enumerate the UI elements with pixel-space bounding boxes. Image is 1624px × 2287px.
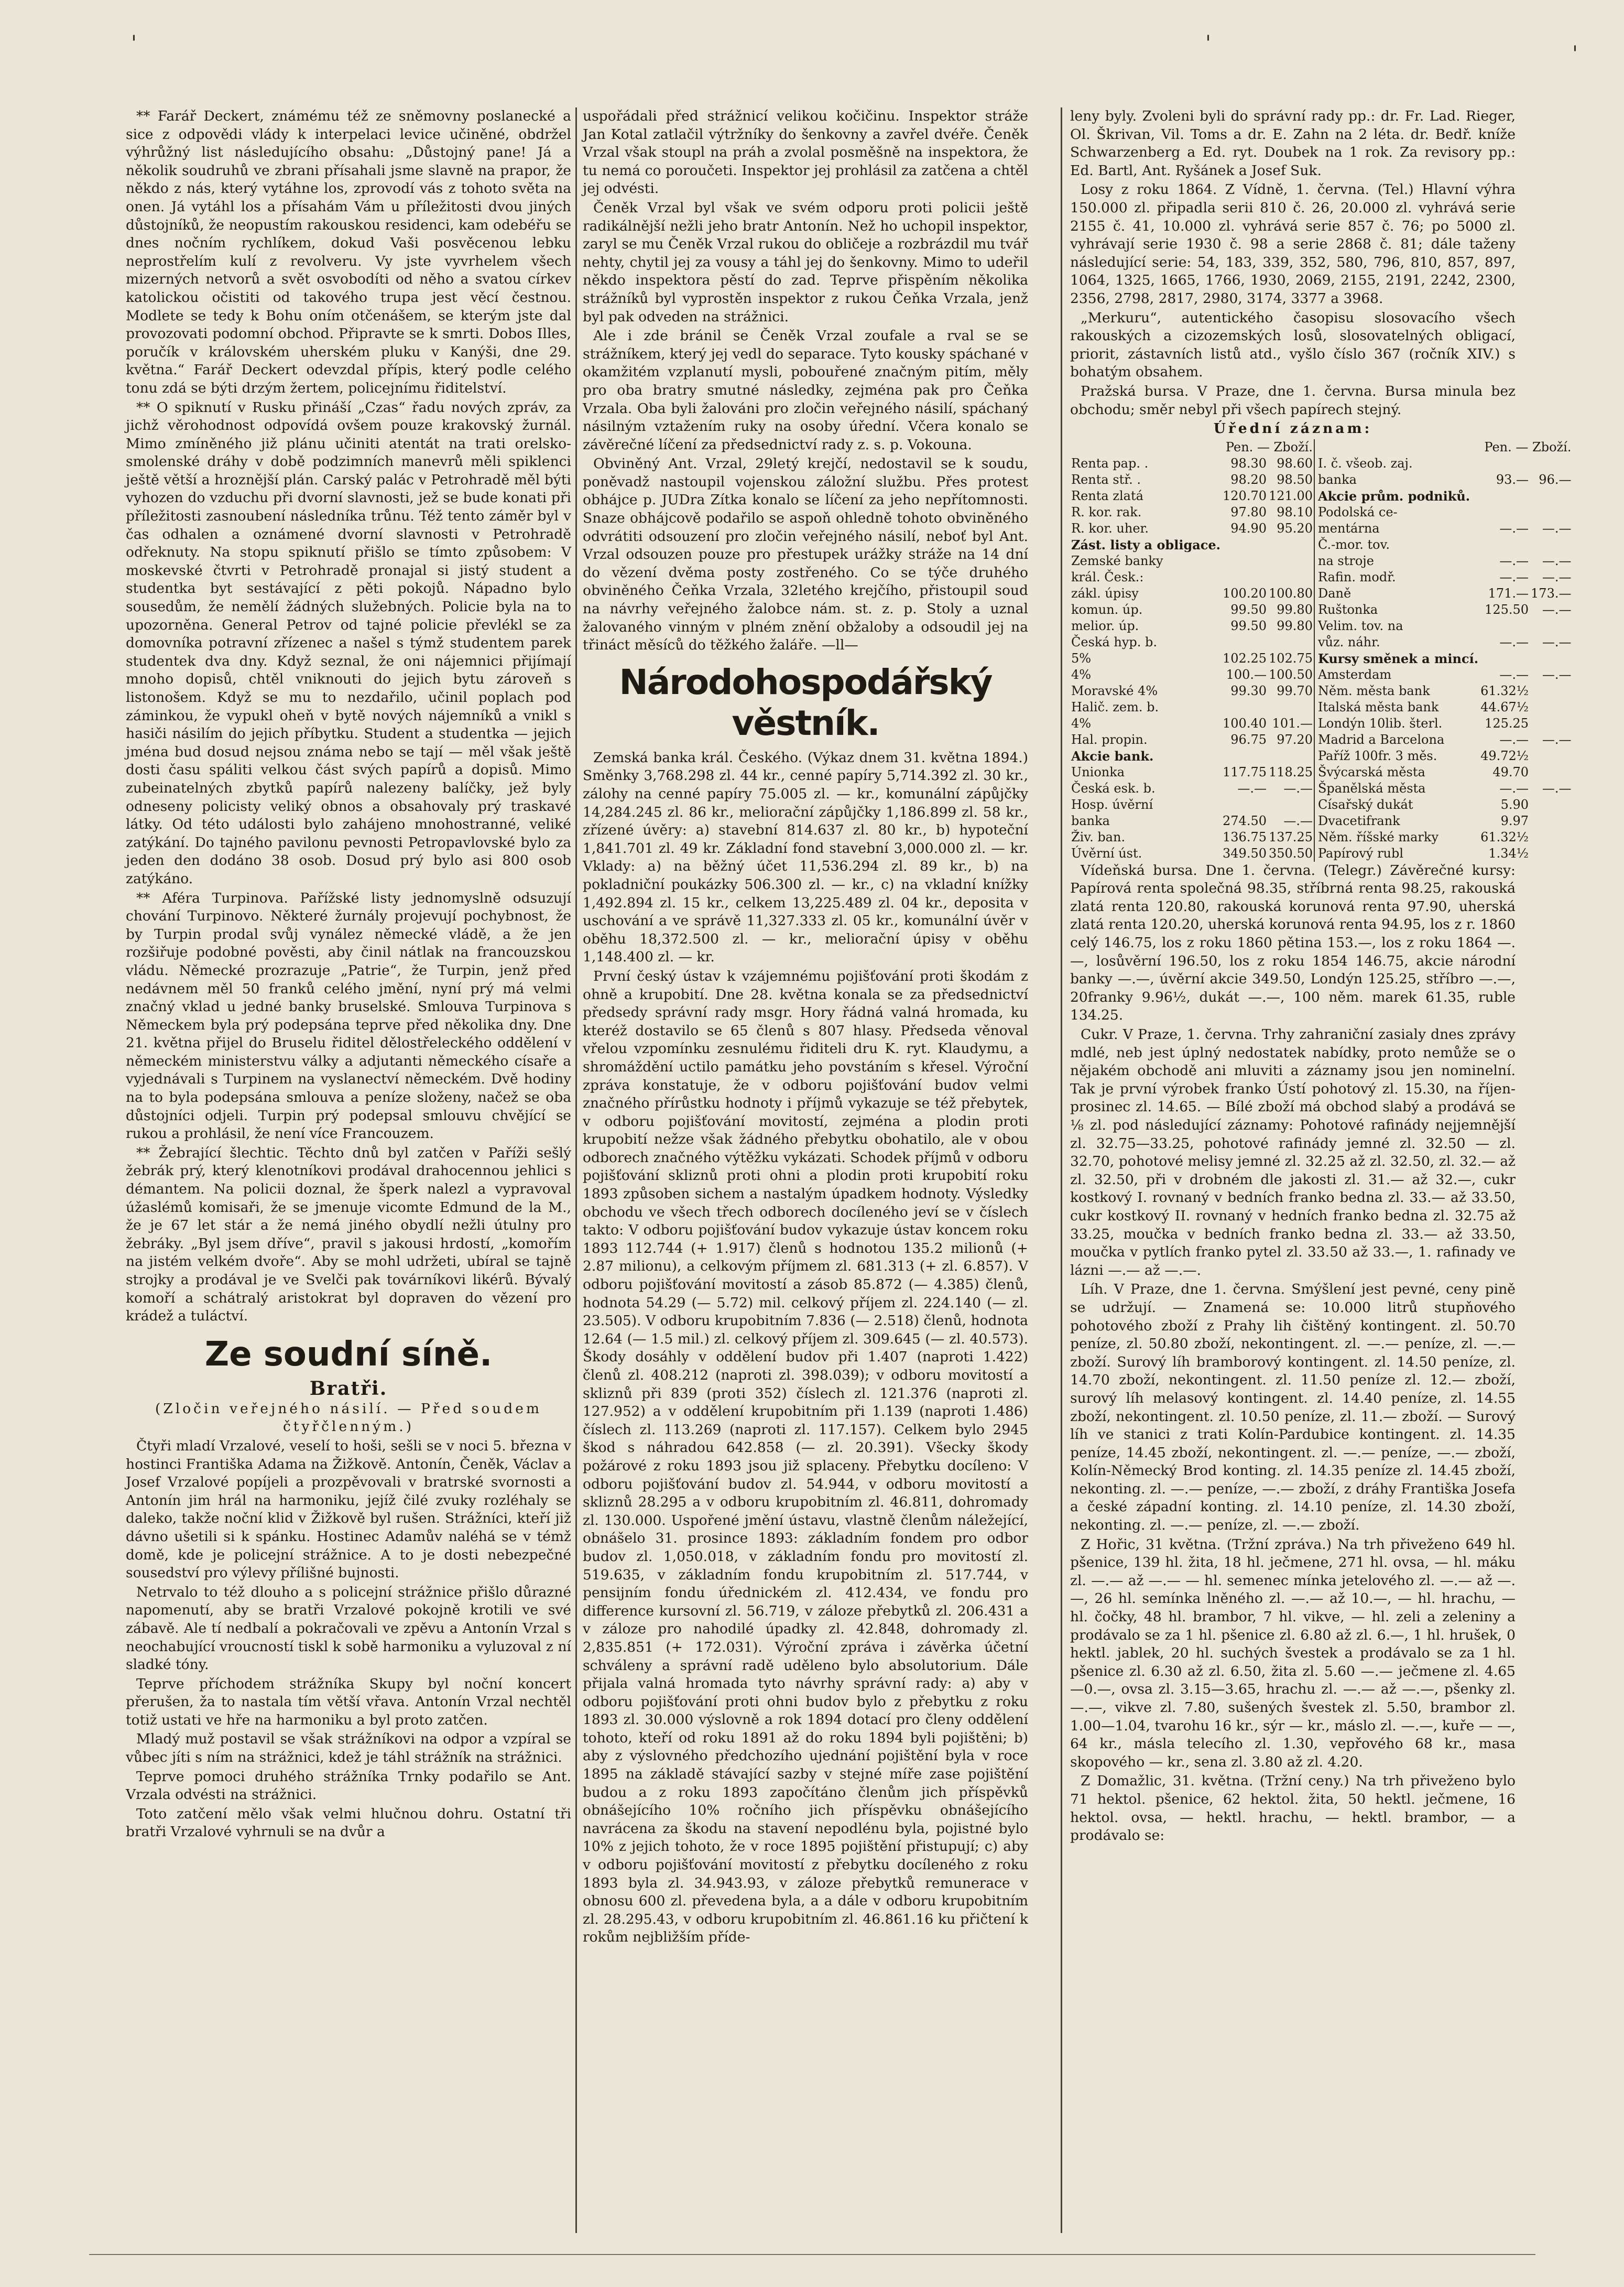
table-cell: 61.32½ bbox=[1480, 829, 1529, 844]
table-cell: 100.80 bbox=[1269, 586, 1313, 601]
table-cell: Něm. říšské marky bbox=[1314, 829, 1479, 846]
table-cell: Akcie bank. bbox=[1071, 748, 1154, 764]
table-row bbox=[1070, 846, 1572, 862]
table-row bbox=[1070, 472, 1572, 488]
table-cell: 99.80 bbox=[1277, 618, 1313, 633]
table-cell bbox=[1530, 537, 1572, 553]
paragraph: Čtyři mladí Vrzalové, veselí to hoši, sešli se v noci 5. března v hostinci Františka Adama na Žižkově. Antonín, Čeněk, Václav a Josef Vrzalové popíjeli a prozpěvovali v bratrské svornosti a Antonín jim hrál na harmoniku, jejíž čilé zvuky rozléhaly se daleko, takže noční klid v Žižkově byl rušen. Strážníci, kteří již dávno ušetili si k spánku. Hostinec Adamův naléhá se v témž domě, kde je policejní strážnice. A to je dosti nebezpečné sousedství pro výlevy přílišné bujnosti. bbox=[126, 1437, 571, 1581]
table-cell bbox=[1222, 699, 1268, 716]
page-mark: ' bbox=[131, 31, 137, 56]
table-cell: 120.70 bbox=[1223, 488, 1267, 503]
article-turpin: ** Aféra Turpinova. Pařížské listy jednomyslně odsuzují chování Turpinovo. Některé žurnály projevují pochybnost, že by Turpin prodal svůj vynález německé vládě, a že jen rozšiřuje podobné pověsti, aby činil nátlak na francouzskou vládu. Německé prozrazuje „Patrie“, že Turpin, jenž před nedávnem měl 50 franků celého jmění, nyní prý má velmi značný vklad u jedné banky bruselské. Smlouva Turpinova s Německem byla prý podepsána teprve před několika dny. Dne 21. května přijel do Bruselu řiditel dělostřeleckého oddělení v německém ministerstvu války a adjutanti německého císaře a vyjednávali s Turpinem na vyslanectví německém. Dvě hodiny na to byla podepsána smlouva a peníze složeny, načež se oba důstojníci odjeli. Turpin prý podepsal smlouvu chvějící se rukou a prohlásil, že není více Francouzem. bbox=[126, 890, 571, 1142]
table-cell: 95.20 bbox=[1277, 521, 1313, 536]
table-header-row bbox=[1070, 439, 1572, 456]
article-horice: Z Hořic, 31 května. (Tržní zpráva.) Na trh přiveženo 649 hl. pšenice, 139 hl. žita, 18 hl. ječmene, 271 hl. ovsa, — hl. máku zl. —.— až —.— — hl. semenec mínka jetelového zl. —.— až —.—, 26 hl. semínka lněného zl. —.— až 10.—, — hl. hrachu, — hl. čočky, 48 hl. brambor, 7 hl. vikve, — hl. zeli a zeleniny a prodávalo se za 1 hl. pšenice zl. 6.80 až zl. 6.—, 1 hl. hrušek, 0 hektl. jablek, 20 hl. suchých švestek a prodávalo se za 1 hl. pšenice zl. 6.30 až zl. 6.50, žita zl. 5.60 —.— ječmene zl. 4.65—0.—, ovsa zl. 3.15—3.65, hrachu zl. —.— až —.—, pšenky zl. —.—, vikve zl. 7.80, sušených švestek zl. 5.50, brambor zl. 1.00—1.04, tvarohu 16 kr., sýr — kr., máslo zl. —.—, kuře — —, 64 kr., másla telecího zl. 1.30, vepřového 68 kr., masa skopového — kr., sena zl. 3.80 až zl. 4.20. bbox=[1070, 1536, 1516, 1770]
paragraph: Obviněný Ant. Vrzal, 29letý krejčí, nedostavil se k soudu, poněvadž nastoupil vojenskou záložní službu. Přes protest obhájce p. JUDra Zítka konalo se líčení za jeho nepřítomnosti. Snaze obhájcově podařilo se aspoň ohledně tohoto obviněného odvrátiti odsouzení pro zločin veřejného násilí, neboť byl Ant. Vrzal odsouzen pouze pro přestupek urážky stráže na 14 dní do vězení dvěma posty zostřeného. Co se týče druhého obviněného Čeňka Vrzala, 32letého krejčího, přistoupil soud na návrhy veřejného žalobce nám. st. z. p. Stoly a uznal žalovaného vinným v plném znění obžaloby a odsoudil jej na třináct měsíců do těžkého žaláře. —ll— bbox=[583, 456, 1028, 654]
table-cell bbox=[1530, 618, 1572, 634]
table-cell bbox=[1479, 488, 1530, 504]
table-cell: —.— bbox=[1237, 781, 1267, 796]
table-cell: na stroje bbox=[1314, 553, 1479, 569]
table-cell: Kursy směnek a mincí. bbox=[1314, 651, 1479, 667]
table-cell bbox=[1530, 716, 1572, 732]
table-body bbox=[1070, 456, 1572, 862]
table-cell: Madrid a Barcelona bbox=[1314, 732, 1479, 748]
table-cell: 44.67½ bbox=[1480, 699, 1529, 714]
table-cell bbox=[1222, 797, 1268, 813]
table-cell: 100.— bbox=[1226, 667, 1267, 682]
table-cell: Zást. listy a obligace. bbox=[1071, 537, 1221, 552]
table-cell bbox=[1530, 813, 1572, 829]
table-cell: Císařský dukát bbox=[1314, 797, 1479, 813]
table-cell: —.— bbox=[1499, 781, 1529, 796]
table-cell: Renta pap. . bbox=[1071, 456, 1149, 471]
article-subtitle: (Zločin veřejného násilí. — Před soudem čtyřčlenným.) bbox=[155, 1400, 542, 1435]
table-cell: —.— bbox=[1499, 634, 1529, 649]
article-cukr: Cukr. V Praze, 1. června. Trhy zahraniční zasialy dnes zprávy mdlé, neb jest úplný nedostatek nabídky, proto nemůže se o nějakém obchodě ani mluviti a záznamy jsou jen nominelní. Tak je první výrobek franko Ústí pohotový zl. 15.30, na říjen-prosinec zl. 14.65. — Bílé zboží má obchod slabý a prodává se ⅛ zl. pod následující záznamy: Pohotové rafinády nejjemnější zl. 32.75—33.25, pohotové rafinády jemné zl. 32.50 — zl. 32.70, pohotové melisy jemné zl. 32.25 až zl. 32.50, zl. 32.— až zl. 32.50, při v drobném dle jakosti zl. 31.— až 32.—, cukr kostkový I. rovnaný v bedních franko bedna zl. 33.— až 33.50, cukr kostkový II. rovnaný v hedních franko bedna zl. 32.75 až 33.25, moučka v bedních franko bedna zl. 33.— až 33.50, moučka v pytlích franko pytel zl. 33.50 až 33.—, 1. rafinady ve lázni —.— až —.—. bbox=[1070, 1026, 1516, 1278]
table-cell: Podolská ce- bbox=[1314, 504, 1479, 521]
table-cell: Dvacetifrank bbox=[1314, 813, 1479, 829]
column-rule bbox=[1061, 107, 1062, 2233]
table-cell bbox=[1268, 553, 1314, 569]
table-cell: Hal. propin. bbox=[1071, 732, 1148, 747]
table-cell: —.— bbox=[1499, 732, 1529, 747]
table-cell: Česká esk. b. bbox=[1071, 781, 1156, 796]
table-cell: Živ. ban. bbox=[1071, 829, 1126, 844]
table-cell: —.— bbox=[1542, 667, 1572, 682]
table-cell: 117.75 bbox=[1223, 764, 1267, 779]
table-cell bbox=[1530, 797, 1572, 813]
table-cell: 99.80 bbox=[1277, 602, 1313, 617]
table-cell bbox=[1479, 456, 1530, 472]
column-1 bbox=[126, 107, 571, 2236]
table-cell: 100.20 bbox=[1223, 586, 1267, 601]
table-cell bbox=[1479, 618, 1530, 634]
article-lih: Líh. V Praze, dne 1. června. Smýšlení jest pevné, ceny pině se udržují. — Znamená se: 10.000 litrů stupňového pohotového zboží z Prahy lih čištěný kontingent. zl. 50.70 peníze, zl. 50.80 zboží, nekontingent. zl. —.— peníze, zl. —.— zboží. Surový líh bramborový kontingent. zl. 14.50 peníze, zl. 14.70 zboží, nekontingent. zl. 11.50 peníze zl. 12.— zboží, surový líh melasový kontingent. zl. 14.40 peníze, zl. 14.55 zboží, nekontingent. zl. 10.50 peníze, zl. 11.— zboží. — Surový líh ve stanici z trati Kolín-Pardubice kontingent. zl. 14.35 peníze, 14.45 zboží, nekontingent. zl. —.— peníze, —.— zboží, Kolín-Německý Brod konting. zl. 14.35 peníze zl. 14.45 zboží, nekonting. zl. —.— peníze, —.— zboží, z dráhy Františka Josefa a české západní konting. zl. 14.10 peníze, zl. 14.30 zboží, nekonting. zl. —.— peníze, zl. —.— zboží. bbox=[1070, 1281, 1516, 1534]
table-row bbox=[1070, 634, 1572, 651]
table-cell: 350.50 bbox=[1269, 846, 1313, 861]
table-cell: —.— bbox=[1283, 781, 1313, 796]
article-prazska-bursa: Pražská bursa. V Praze, dne 1. června. Bursa minula bez obchodu; směr nebyl při všech papírech stejný. bbox=[1070, 383, 1516, 418]
paragraph: Čeněk Vrzal byl však ve svém odporu proti policii ještě radikálnější nežli jeho bratr Antonín. Než ho uchopil inspektor, zaryl se mu Čeněk Vrzal rukou do obličeje a rozbrázdil mu tvář nehty, chytil jej za vousy a táhl jej do šenkovny. Mimo to udeřil někdo inspektora pěstí do zad. Teprve přispěním několika strážníků byl vyprostěn inspektor z rukou Čeňka Vrzala, jenž byl pak odveden na strážnici. bbox=[583, 199, 1028, 325]
table-cell bbox=[1222, 553, 1268, 569]
table-cell: 173.— bbox=[1531, 586, 1572, 601]
table-cell: melior. úp. bbox=[1071, 618, 1139, 633]
table-cell: mentárna bbox=[1314, 521, 1479, 537]
table-cell: 125.50 bbox=[1485, 602, 1529, 617]
table-cell: —.— bbox=[1542, 569, 1572, 584]
table-cell: R. kor. uher. bbox=[1071, 521, 1149, 536]
table-cell: 136.75 bbox=[1223, 829, 1267, 844]
page-mark: ' bbox=[1572, 42, 1578, 66]
table-cell bbox=[1268, 537, 1314, 553]
table-cell: —.— bbox=[1542, 521, 1572, 536]
article-videnska-bursa: Vídeňská bursa. Dne 1. června. (Telegr.) Závěrečné kursy: Papírová renta společná 98.35, stříbrná renta 98.25, rakouská zlatá renta 120.80, rakouská korunová renta 97.90, uherská zlatá renta 120.20, uherská korunová renta 94.95, los z r. 1860 celý 146.75, los z roku 1860 pětina 153.—, los z roku 1864 —.—, losůvěrní 196.50, los z roku 1854 146.75, akcie národní banky —.—, úvěrní akcie 349.50, Londýn 125.25, stříbro —.—, 20franky 9.96½, dukát —.—, 100 něm. marek 61.35, ruble 134.25. bbox=[1070, 862, 1516, 1024]
table-cell bbox=[1268, 748, 1314, 764]
column-rule bbox=[575, 107, 577, 2233]
table-cell: Papírový rubl bbox=[1314, 846, 1479, 862]
table-row bbox=[1070, 488, 1572, 504]
table-row bbox=[1070, 569, 1572, 586]
paragraph: leny byly. Zvoleni byli do správní rady pp.: dr. Fr. Lad. Rieger, Ol. Škrivan, Vil. Toms a dr. E. Zahn na 2 léta. dr. Bedř. kníže Schwarzenberg a Ed. ryt. Doubek na 1 rok. Za revisory pp.: Ed. Bartl, Ant. Ryšánek a Josef Suk. bbox=[1070, 108, 1516, 179]
table-cell: banka bbox=[1071, 813, 1110, 828]
table-cell: Zemské banky bbox=[1071, 553, 1163, 568]
table-row bbox=[1070, 829, 1572, 846]
paragraph: Ale i zde bránil se Čeněk Vrzal zoufale a rval se se strážníkem, který jej vedl do separace. Tyto kousky spáchané v okamžitém vzplanutí mysli, pobouřené značným pitím, měly pro oba bratry smutné následky, zejména pak pro Čeňka Vrzala. Oba byli žalováni pro zločin veřejného násilí, spáchaný násilným vztažením ruky na osoby úřední. Včera konalo se závěrečné líčení za předsednictví rady z. s. p. Vokouna. bbox=[583, 328, 1028, 453]
section-heading-vestnik: Národohospodářský věstník. bbox=[619, 662, 992, 743]
table-cell bbox=[1222, 748, 1268, 764]
table-cell bbox=[1222, 569, 1268, 586]
table-cell: Moravské 4% bbox=[1071, 683, 1158, 698]
table-row bbox=[1070, 667, 1572, 683]
table-row bbox=[1070, 504, 1572, 521]
table-cell bbox=[1530, 748, 1572, 764]
table-cell: 98.30 bbox=[1230, 456, 1267, 471]
table-cell: 98.50 bbox=[1277, 472, 1313, 487]
table-row bbox=[1070, 699, 1572, 716]
table-cell: 97.20 bbox=[1277, 732, 1313, 747]
table-row bbox=[1070, 797, 1572, 813]
table-cell: 349.50 bbox=[1223, 846, 1267, 861]
table-cell bbox=[1530, 846, 1572, 862]
section-heading-soud: Ze soudní síně. bbox=[204, 1335, 493, 1374]
page-mark: ' bbox=[1205, 31, 1211, 56]
table-cell bbox=[1530, 456, 1572, 472]
table-cell: Unionka bbox=[1071, 764, 1125, 779]
table-row bbox=[1070, 813, 1572, 829]
table-row bbox=[1070, 537, 1572, 553]
table-row bbox=[1070, 521, 1572, 537]
table-cell: Halič. zem. b. bbox=[1071, 699, 1159, 714]
table-cell: zákl. úpisy bbox=[1071, 586, 1139, 601]
table-cell bbox=[1268, 569, 1314, 586]
table-cell: 5.90 bbox=[1500, 797, 1529, 812]
table-row bbox=[1070, 618, 1572, 634]
table-cell: Velim. tov. na bbox=[1314, 618, 1479, 634]
table-cell: 9.97 bbox=[1500, 813, 1529, 828]
table-cell: 1.34½ bbox=[1488, 846, 1529, 861]
table-cell: 4% bbox=[1071, 667, 1092, 682]
table-cell: 121.00 bbox=[1269, 488, 1313, 503]
table-cell: —.— bbox=[1499, 521, 1529, 536]
paragraph: Teprve pomoci druhého strážníka Trnky podařilo se Ant. Vrzala odvésti na strážnici. bbox=[126, 1768, 571, 1803]
table-cell: Česká hyp. b. bbox=[1071, 634, 1157, 649]
table-cell: Italská města bank bbox=[1314, 699, 1479, 716]
table-cell: 98.20 bbox=[1230, 472, 1267, 487]
table-cell bbox=[1530, 829, 1572, 846]
table-cell: 99.30 bbox=[1230, 683, 1267, 698]
article-deckert: ** Farář Deckert, známému též ze sněmovny poslanecké a sice z odpovědi vlády k interpelaci levice učiněné, obdržel výhrůžný list následujícího obsahu: „Důstojný pane! Já a několik soudruhů ve zbrani přísahali jsme slavně na prapor, že někdo z nás, který vytáhne los, zprovodí vás z tohoto světa na onen. Já vytáhl los a přísahám Vám u příležitosti dvou jiných důstojníků, že neopustím rakouskou residenci, kam odebéřu se dnes nočním rychlíkem, dokud Vaši posvěcenou lebku neprostřelím kulí z revolveru. Vy jste vyvrhelem všech mizerných netvorů a svět osvobodíti od něho a svatou církev katolickou očistiti od takového trupa jest věcí čestnou. Modlete se tedy k Bohu oním otčenášem, se kterým jste dal provozovati podomní obchod. Připravte se k smrti. Dobos Illes, poručík v královském uherském pluku v Kanýši, dne 29. května.“ Farář Deckert odevzdal přípis, který podle celého tonu zdá se býti drzým žertem, policejnímu řiditelství. bbox=[126, 108, 571, 396]
table-cell bbox=[1268, 699, 1314, 716]
table-cell bbox=[1479, 504, 1530, 521]
table-cell: —.— bbox=[1542, 732, 1572, 747]
table-cell: 99.50 bbox=[1230, 602, 1267, 617]
table-cell: 98.10 bbox=[1277, 504, 1313, 519]
table-header: Pen. — Zboží. bbox=[1225, 439, 1313, 454]
table-cell bbox=[1222, 634, 1268, 651]
table-cell bbox=[1530, 488, 1572, 504]
table-cell: 101.— bbox=[1272, 716, 1313, 731]
table-cell: Č.-mor. tov. bbox=[1314, 537, 1479, 553]
table-cell: Akcie prům. podniků. bbox=[1314, 488, 1479, 504]
table-cell: 100.50 bbox=[1269, 667, 1313, 682]
bursa-table bbox=[1070, 439, 1572, 862]
table-cell: Švýcarská města bbox=[1314, 764, 1479, 781]
table-cell: Španělská města bbox=[1314, 781, 1479, 797]
table-cell: —.— bbox=[1542, 634, 1572, 649]
table-cell bbox=[1530, 651, 1572, 667]
paragraph: uspořádali před strážnicí velikou kočičinu. Inspektor stráže Jan Kotal zatlačil výtržníky do šenkovny a zavřel dvéře. Čeněk Vrzal však stoupl na práh a zvolal posměšně na inspektora, že tu nemá co poroučeti. Inspektor jej prohlásil za zatčena a chtěl jej odvésti. bbox=[583, 108, 1028, 197]
table-cell bbox=[1479, 537, 1530, 553]
article-domazlice: Z Domažlic, 31. května. (Tržní ceny.) Na trh přiveženo bylo 71 hektol. pšenice, 62 hektol. žita, 50 hektl. ječmene, 16 hektol. ovsa, — hektl. hrachu, — hektl. brambor, — a prodávalo se: bbox=[1070, 1773, 1516, 1844]
table-row bbox=[1070, 716, 1572, 732]
table-header: Pen. — Zboží. bbox=[1484, 439, 1572, 454]
table-cell bbox=[1268, 797, 1314, 813]
table-cell: komun. úp. bbox=[1071, 602, 1143, 617]
table-cell: Daně bbox=[1314, 586, 1479, 602]
article-rusko: ** O spiknutí v Rusku přináší „Czas“ řadu nových zpráv, za jichž věrohodnost odpovídá ovšem pouze krakovský žurnál. Mimo zmíněného již plánu učiniti atentát na trati orelsko-smolenské dráhy v době podzimních manevrů měli spiklenci ještě větší a hroznější plán. Carský palác v Petrohradě měl býti vyhozen do vzduchu při dvorní slavnosti, jež se bude konati při příležitosti zasnoubení následníka trůnu. Též tento záměr byl v čas odhalen a oznámené dvorní slavnosti v Petrohradě odřeknuty. Na stopu spiknutí přišlo se tímto způsobem: V moskevské čtvrti v Petrohradě pronajal si jistý student a studentka byt sestávající z pěti pokojů. Nápadno bylo sousedům, že nemělí žádných služebných. Policie byla na to upozorněna. General Petrov od tajné policie převlékl se za domovníka potravní zřízenec a našel s týmž studentem parek studentek dva dny. Když seznal, že oni nájemnici přijímají mnoho dopisů, chtěl vniknouti do jejich bytu zároveň s listonošem. Když se mu to nezdařilo, učinil poplach pod záminkou, že vypukl oheň v bytě nových nájemníků a vnikl s hasiči násilím do jejich příbytku. Student a studentka — jejich jména bud dosud nejsou známa nebo se tají — měl však ještě dosti času spáliti velkou část svých papírů a dopisů. Mimo zubeinatelných zbytků papírů nalezeny balíčky, jež byly odneseny policisty veliký obnos a obsahovaly prý traskavé látky. Od této události bylo zahájeno mnohostranné, veliké zatýkání. Do tajného pavilonu pevnosti Petropavlovské bylo za jeden den dodáno 38 osob. Dosud prý bylo asi 800 osob zatýkáno. bbox=[126, 399, 571, 887]
table-cell: 137.25 bbox=[1269, 829, 1313, 844]
table-row bbox=[1070, 602, 1572, 618]
table-cell: Renta zlatá bbox=[1071, 488, 1143, 503]
article-slechtic: ** Žebrající šlechtic. Těchto dnů byl zatčen v Paříži sešlý žebrák prý, který klenotníkovi prodával drahocennou jehlici s démantem. Na policii doznal, že šperk nalezl a vypravoval úžaslémů komisaři, že se jmenuje vicomte Edmund de la M., že je 67 let stár a že nemá jiného obydlí nežli útulny pro žebráky. „Byl jsem dříve“, pravil s jakousi hrdostí, „komořím na jistém velkém dvoře“. Aby se mohl udržeti, ubíral se tajně strojky a prodával je ve Svelči pak továrníkovi likérů. Bývalý komoří a schátralý aristokrat byl dopraven do vězení pro krádež a tuláctví. bbox=[126, 1144, 571, 1325]
paragraph: Netrvalo to též dlouho a s policejní strážnice přišlo důrazné napomenutí, aby se bratři Vrzalové pokojně krotili ve své zábavě. Ale tí nedbalí a pokračovali ve zpěvu a Antonín Vrzal s neochabující vroucností tiskl k sobě harmoniku a vyluzoval z ní sladké tóny. bbox=[126, 1584, 571, 1673]
table-cell bbox=[1268, 634, 1314, 651]
table-cell: 61.32½ bbox=[1480, 683, 1529, 698]
table-row bbox=[1070, 781, 1572, 797]
table-cell: 5% bbox=[1071, 651, 1092, 666]
article-losy: Losy z roku 1864. Z Vídně, 1. června. (Tel.) Hlavní výhra 150.000 zl. připadla serii 810 č. 26, 20.000 zl. vyhrává serie 2155 č. 41, 10.000 zl. vyhrává serie 857 č. 76; po 5000 zl. vyhrávají serie 1930 č. 98 a serie 2868 č. 81; dále taženy následující serie: 54, 183, 339, 352, 580, 796, 810, 857, 897, 1064, 1325, 1665, 1766, 1930, 2069, 2155, 2191, 2242, 2300, 2356, 2798, 2817, 2980, 3174, 3377 a 3968. bbox=[1070, 181, 1516, 307]
article-title-bratri: Bratři. bbox=[309, 1377, 388, 1400]
table-cell bbox=[1530, 504, 1572, 521]
table-cell: 99.70 bbox=[1277, 683, 1313, 698]
table-cell: 49.70 bbox=[1492, 764, 1529, 779]
table-cell: Amsterdam bbox=[1314, 667, 1479, 683]
official-quotes-title: Úřední záznam: bbox=[1213, 420, 1372, 437]
table-cell: 96.— bbox=[1539, 472, 1572, 487]
table-cell: Londýn 10lib. šterl. bbox=[1314, 716, 1479, 732]
paragraph: Toto zatčení mělo však velmi hlučnou dohru. Ostatní tři bratři Vrzalové vyhrnuli se na dvůr a bbox=[126, 1805, 571, 1840]
table-cell: —.— bbox=[1542, 553, 1572, 568]
table-cell bbox=[1530, 699, 1572, 716]
article-pojistovna: První český ústav k vzájemnému pojišťování proti škodám z ohně a krupobití. Dne 28. května konala se za předsednictví předsedy správní rady msgr. Hory řádná valná hromada, ku kteréž dostavilo se 65 členů s 807 hlasy. Předseda věnoval vřelou vzpomínku zesnulému řiditeli dru K. ryt. Klaudymu, a shromáždění uctilo památku jeho povstáním s křesel. Výroční zpráva konstatuje, že v odboru pojišťování budov velmi značného přírůstku hodnoty i příjmů vykazuje se též přebytek, v odboru pojišťování movitostí, zejména a plodin proti krupobití nežze však žádného přebytku obohatilo, ale v obou odborech značného výtěžku vykázati. Schodek příjmů v odboru pojišťování skliznů proti ohni a plodin proti krupobití roku 1893 způsoben sichem a nastalým úpadkem hodnoty. Výsledky obchodu ve všech třech odborech docíleného jeví se v číslech takto: V odboru pojišťování budov vykazuje ústav koncem roku 1893 112.744 (+ 1.917) členů s hodnotou 135.2 milionů (+ 2.87 milionu), a celkovým příjmem zl. 681.313 (+ zl. 6.857). V odboru pojišťování movitostí a zásob 85.872 (— 4.385) členů, hodnota 54.29 (— 5.72) mil. celkový příjem zl. 224.140 (— zl. 23.505). V odboru krupobitním 7.836 (— 2.518) členů, hodnota 12.64 (— 1.5 mil.) zl. celkový příjem zl. 309.645 (— zl. 40.573). Škody dosáhly v oddělení budov při 1.407 (naproti 1.422) členů zl. 408.212 (naproti zl. 398.039); v odboru movitostí a skliznů při 839 (proti 352) číslech zl. 121.376 (naproti zl. 127.952) a v oddělení krupobitním při 1.139 (naproti 1.486) číslech zl. 113.269 (naproti zl. 117.157). Celkem bylo 2945 škod s náhradou 642.858 (— zl. 20.391). Všecky škody požárové z roku 1893 jsou již splaceny. Přebytku docíleno: V odboru pojišťování budov zl. 54.944, v odboru movitostí a skliznů 28.295 a v odboru krupobitním zl. 46.811, dohromady zl. 130.000. Uspořené jmění ústavu, vlastně členům náležející, obnášelo 31. prosince 1893: základním fondem pro odbor budov zl. 1,050.018, v základním fondu pro movitostí zl. 519.635, v základním fondu krupobitním zl. 517.744, v pensijním fondu úřednickém zl. 412.434, ve fondu pro difference kursovní zl. 56.719, v záloze přebytků zl. 206.431 a v záloze pro nahodilé úpadky zl. 42.848, dohromady zl. 2,835.851 (+ 172.031). Výroční zpráva i závěrka účetní schváleny a správní radě uděleno bylo absolutorium. Dále přijala valná hromada tyto návrhy správní rady: a) aby v odboru pojišťování proti ohni budov bylo z přebytku z roku 1893 zl. 30.000 výslovně a rok 1894 dotací pro členy oddělení tohoto, kteří od roku 1891 až do roku 1894 byli pojištěni; b) aby z výslovného předchozího ujednání pojištění byla v roce 1895 na základě stávající sazby v stejné míře zase pojištění budou a z roku 1893 započítáno členům jich příspěvků obnášejícího 10% ročního jich příspěvku obnášejícího navrácena za škodu na stavení nepodlénu byla, pojistné bylo 10% z jejich tohoto, že v roce 1895 pojištění přistupují; c) aby v odboru pojišťování movitostí z přebytku docíleného z roku 1893 byla zl. 34.943.93, v záloze přebytků remunerace v obnosu 600 zl. převedena byla, a a dále v odboru krupobitním zl. 28.295.43, v odboru krupobitním zl. 46.861.16 ku přičtení k rokům nejbližším příde- bbox=[583, 968, 1028, 1946]
table-cell: —.— bbox=[1499, 569, 1529, 584]
table-cell: 97.80 bbox=[1230, 504, 1267, 519]
bottom-rule bbox=[89, 2254, 1535, 2255]
table-cell: 118.25 bbox=[1269, 764, 1313, 779]
table-cell: 102.25 bbox=[1223, 651, 1267, 666]
table-cell: Renta stř. . bbox=[1071, 472, 1141, 487]
table-cell: Ruštonka bbox=[1314, 602, 1479, 618]
table-cell: I. č. všeob. zaj. bbox=[1314, 456, 1479, 472]
table-row bbox=[1070, 456, 1572, 472]
table-cell: 94.90 bbox=[1230, 521, 1267, 536]
table-cell: vůz. náhr. bbox=[1314, 634, 1479, 651]
table-cell: 93.— bbox=[1496, 472, 1529, 487]
table-cell: 125.25 bbox=[1485, 716, 1529, 731]
table-cell: 274.50 bbox=[1223, 813, 1267, 828]
table-row bbox=[1070, 764, 1572, 781]
table-cell: 100.40 bbox=[1223, 716, 1267, 731]
table-cell bbox=[1530, 683, 1572, 699]
table-cell: Rafin. modř. bbox=[1314, 569, 1479, 586]
table-row bbox=[1070, 586, 1572, 602]
table-cell bbox=[1479, 651, 1530, 667]
table-cell: 171.— bbox=[1488, 586, 1529, 601]
table-cell: král. Česk.: bbox=[1071, 569, 1144, 584]
column-3 bbox=[1070, 107, 1572, 2236]
paragraph: Mladý muž postavil se však strážníkovi na odpor a vzpíral se vůbec jíti s ním na strážnici, kdež je táhl strážník na strážnici. bbox=[126, 1731, 571, 1766]
table-cell: 4% bbox=[1071, 716, 1092, 731]
article-zemska-banka: Zemská banka král. Českého. (Výkaz dnem 31. května 1894.) Směnky 3,768.298 zl. 44 kr., cenné papíry 5,714.392 zl. 30 kr., zálohy na cenné papíry 75.005 zl. — kr., komunální zápůjčky 14,284.245 zl. 86 kr., meliorační zápůjčky 1,186.899 zl. 58 kr., zřízené úvěry: a) stavební 814.637 zl. 80 kr., b) hypoteční 1,841.701 zl. 49 kr. Základní fond stavební 3,000.000 zl. — kr. Vklady: a) na běžný účet 11,536.294 zl. 89 kr., b) na pokladniční poukázky 506.300 zl. — kr., c) na vkladní knížky 1,492.894 zl. 15 kr., celkem 13,225.489 zl. 04 kr., deposita v uschování a ve správě 11,327.333 zl. 05 kr., komunální úvěr v oběhu 18,372.500 zl. — kr., meliorační úpisy v oběhu 1,148.400 zl. — kr. bbox=[583, 749, 1028, 966]
paragraph: Teprve příchodem strážníka Skupy byl noční koncert přerušen, ža to nastala tím větší vřava. Antonín Vrzal nechtěl totiž ustati ve hře na harmoniku a byl proto zatčen. bbox=[126, 1675, 571, 1728]
table-cell: —.— bbox=[1499, 553, 1529, 568]
table-row bbox=[1070, 553, 1572, 569]
table-cell: R. kor. rak. bbox=[1071, 504, 1142, 519]
table-cell: —.— bbox=[1499, 667, 1529, 682]
table-cell bbox=[1222, 537, 1268, 553]
column-2 bbox=[583, 107, 1028, 2236]
table-cell: 49.72½ bbox=[1480, 748, 1529, 763]
table-cell: Něm. města bank bbox=[1314, 683, 1479, 699]
table-row bbox=[1070, 732, 1572, 748]
table-cell: —.— bbox=[1542, 602, 1572, 617]
table-row bbox=[1070, 748, 1572, 764]
table-cell: banka bbox=[1314, 472, 1479, 488]
table-cell: Úvěrní úst. bbox=[1071, 846, 1142, 861]
table-cell: 98.60 bbox=[1277, 456, 1313, 471]
table-row bbox=[1070, 683, 1572, 699]
table-cell: —.— bbox=[1542, 781, 1572, 796]
article-merkur: „Merkuru“, autentického časopisu slosovacího všech rakouských a cizozemských losů, slosovatelných obligací, priorit, zástavních listů atd., vyšlo číslo 367 (ročník XIV.) s bohatým obsahem. bbox=[1070, 309, 1516, 381]
table-cell bbox=[1530, 764, 1572, 781]
table-cell: —.— bbox=[1283, 813, 1313, 828]
table-row bbox=[1070, 651, 1572, 667]
table-cell: Paříž 100fr. 3 měs. bbox=[1314, 748, 1479, 764]
table-cell: 102.75 bbox=[1269, 651, 1313, 666]
table-cell: 96.75 bbox=[1230, 732, 1267, 747]
table-cell: Hosp. úvěrní bbox=[1071, 797, 1153, 812]
table-cell: 99.50 bbox=[1230, 618, 1267, 633]
